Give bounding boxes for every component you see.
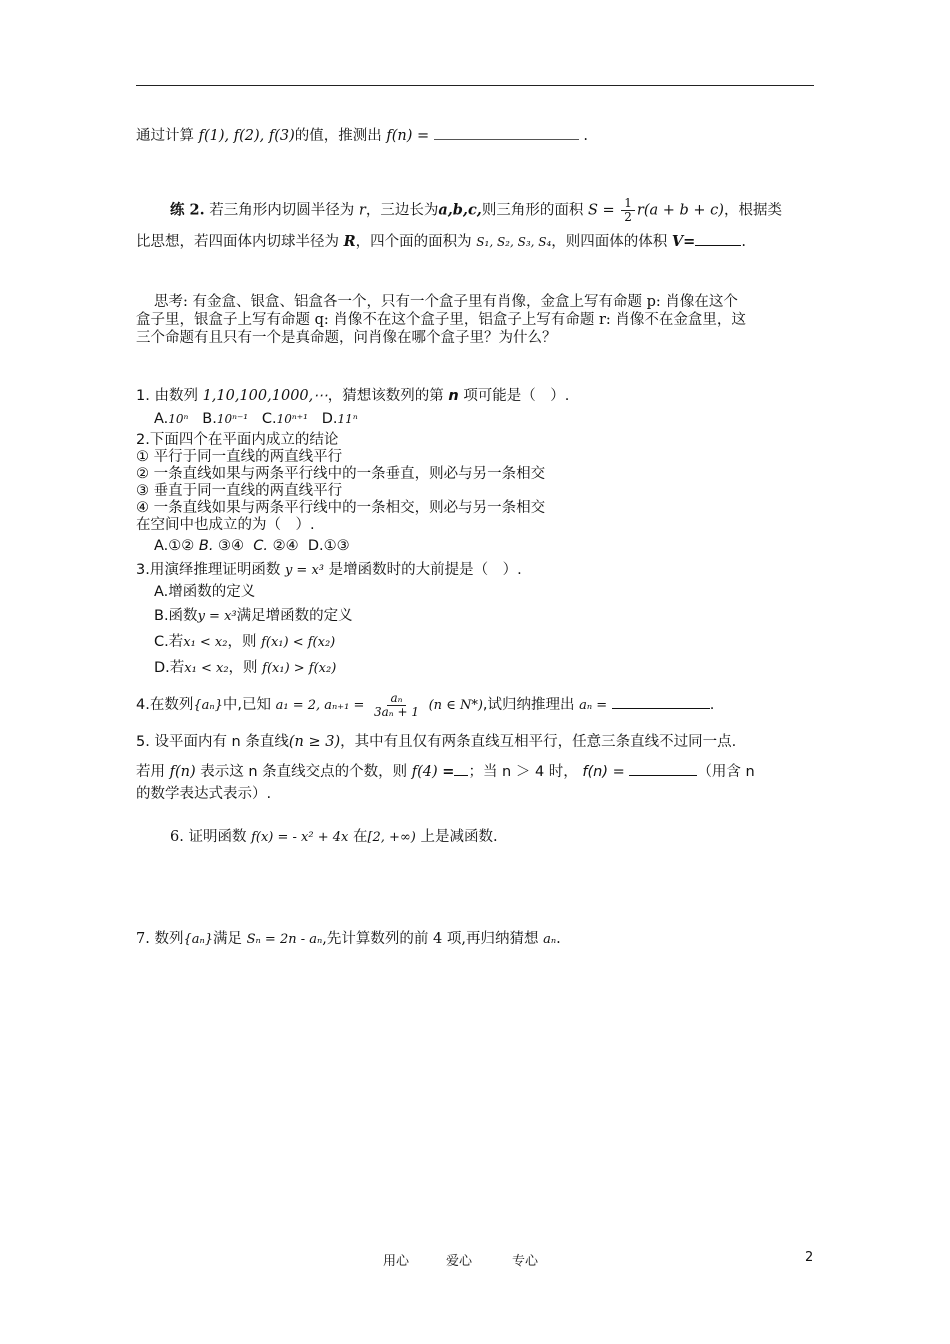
ex2-faces: S₁, S₂, S₃, S₄ [476,235,552,249]
q7-line [136,931,816,948]
ex2-line1 [170,197,816,224]
ex2-end: . [741,234,746,250]
q3-opt-a: A.增函数的定义 [154,584,256,600]
ex2-line2 [136,233,816,251]
q4-stem-c: ,试归纳推理出 [482,697,575,713]
q2-s1: ① 平行于同一直线的两直线平行 [136,449,343,465]
q4-answer-blank[interactable] [612,696,710,709]
q3-stem-b: 是增函数时的大前提是（ ）. [328,562,522,578]
q1-opt-c-label: C. [261,411,277,427]
q1-n: n [448,388,459,404]
ex2-R: R [343,233,356,250]
header-rule [136,85,814,86]
q2-stem: 2.下面四个在平面内成立的结论 [136,432,339,448]
q3-c-a: C.若 [154,634,184,650]
q3-stem-a: 3.用演绎推理证明函数 [136,562,281,578]
q6-a: 6. 证明函数 [170,829,247,845]
q1-opt-b-val: 10ⁿ⁻¹ [216,412,249,426]
q5-cond: (n ≥ 3) [288,734,341,750]
q1-stem-b: ，猜想该数列的第 [327,388,444,404]
q4-end: . [709,697,715,713]
ex2-V: V= [671,233,696,250]
q3-stem [136,562,816,579]
q1-stem [136,388,816,405]
q1-opt-d-label: D. [321,411,338,427]
half-num: 1 [621,197,635,211]
q2-s2: ② 一条直线如果与两条平行线中的一条垂直，则必与另一条相交 [136,466,546,482]
ex2-text7: ，则四面体的体积 [551,234,668,250]
q5-fn2: f(n) [582,764,609,780]
q2-tail: 在空间中也成立的为（ ）. [136,517,315,533]
q7-seq: {aₙ} [183,932,214,947]
q5-fn-blank[interactable] [629,763,697,776]
page-number: 2 [805,1250,814,1265]
volume-blank[interactable] [695,233,741,246]
calc-end: . [583,128,588,144]
q1-opt-b-label: B. [202,411,217,427]
think-line2: 盒子里，银盒子上写有命题 q: 肖像不在这个盒子里，铝盒子上写有命题 r: 肖像不在金盒里，这 [136,312,746,328]
ex2-half-fraction [621,197,635,224]
q5-line1-a: 5. 设平面内有 n 条直线 [136,734,289,750]
calc-fn: f(n) = [386,128,430,144]
q5-eq2: = [612,764,625,780]
q4-an: aₙ = [579,698,608,713]
calc-line [136,127,816,145]
half-den: 2 [624,210,632,224]
q3-d-a: D.若 [154,660,185,676]
q1-stem-a: 1. 由数列 [136,388,198,404]
q3-d-b: ，则 [228,660,258,676]
q6-interval: [2, +∞) [367,830,416,845]
ex2-text3: 则三角形的面积 [481,202,584,219]
q1-opt-a-label: A. [154,411,169,427]
q7-b: 满足 [213,931,243,947]
q1-stem-c: 项可能是（ ）. [463,388,570,404]
q4-den: 3aₙ + 1 [374,704,419,719]
q5-eq: = [442,764,455,780]
q1-seq: 1,10,100,1000,⋯ [202,388,328,404]
ex2-text6: ，四个面的面积为 [355,234,472,250]
ex2-abc: a,b,c, [438,201,482,219]
footer-motto-1: 用心 [383,1254,410,1269]
q7-c: ,先计算数列的前 4 项,再归纳猜想 [322,931,539,947]
calc-prefix: 通过计算 [136,128,194,144]
q4-fraction [371,692,422,719]
q7-end: . [556,931,561,947]
q6-line [170,829,810,846]
ex2-text4: ，根据类 [723,202,782,219]
q6-fx: f(x) = - x² + 4x [251,830,349,845]
ex2-text2: ，三边长为 [365,202,439,219]
calc-expr: f(1), f(2), f(3) [198,128,295,144]
q3-c-cond: x₁ < x₂ [183,635,228,650]
q5-line1-b: ，其中有且仅有两条直线互相平行，任意三条直线不过同一点. [340,734,737,750]
q7-a: 7. 数列 [136,931,184,947]
q3-opt-c [154,634,834,651]
q3-d-cond: x₁ < x₂ [184,661,229,676]
ex2-s-lhs: S = [587,202,615,219]
q3-opt-d [154,660,834,677]
q4-stem-a: 4.在数列 [136,697,194,713]
footer-motto-2: 爱心 [446,1254,473,1269]
q3-b-fx: y = x³ [197,609,237,624]
q1-options [154,411,834,428]
q3-b-a: B.函数 [154,608,198,624]
q6-c: 上是减函数. [420,829,498,845]
think-line3: 三个命题有且只有一个是真命题，问肖像在哪个盒子里？为什么？ [136,330,557,346]
q3-b-b: 满足增函数的定义 [236,608,353,624]
q2-opt-a: A.①② [154,538,195,554]
q2-opt-c: C. ②④ [253,538,299,554]
q2-opt-b: B. ③④ [198,538,245,554]
q5-f4: f(4) [411,764,438,780]
ex2-label: 练 2. [170,201,205,219]
q4-num: aₙ [387,692,405,706]
q1-opt-c-val: 10ⁿ⁺¹ [276,412,308,426]
q2-s4: ④ 一条直线如果与两条平行线中的一条相交，则必与另一条相交 [136,500,546,516]
q5-line3: 的数学表达式表示）. [136,786,272,802]
calc-mid: 的值，推测出 [294,128,382,144]
q2-opt-d: D.①③ [307,538,350,554]
ex2-text1: 若三角形内切圆半径为 [209,202,355,219]
q5-line2 [136,763,816,781]
q3-fx: y = x³ [284,563,324,578]
q3-c-res: f(x₁) < f(x₂) [261,635,336,650]
ex2-s-rhs: r(a + b + c) [636,202,724,219]
q4-seq: {aₙ} [193,698,223,713]
q6-b: 在 [352,829,368,845]
q5-line1 [136,734,816,751]
ex2-text5: 比思想，若四面体内切球半径为 [136,234,339,250]
q2-options [154,538,834,555]
ex2-r: r [358,202,366,219]
answer-blank[interactable] [434,127,579,140]
q5-f4-blank[interactable] [454,763,468,776]
q4-domain: (n ∈ N*) [428,698,483,713]
q5-line2-a: 若用 [136,764,165,780]
q2-s3: ③ 垂直于同一直线的两直线平行 [136,483,343,499]
q7-cond: Sₙ = 2n - aₙ [246,932,323,947]
q5-line2-b: 表示这 n 条直线交点的个数，则 [200,764,408,780]
q1-opt-d-val: 11ⁿ [337,412,358,426]
q5-line2-c: ；当 n ＞ 4 时， [468,764,578,780]
q4-cond: a₁ = 2, aₙ₊₁ = [275,698,365,713]
q3-d-res: f(x₁) > f(x₂) [262,661,337,676]
q4-line [136,690,816,721]
q1-opt-a-val: 10ⁿ [168,412,189,426]
footer-motto-3: 专心 [512,1254,539,1269]
q4-stem-b: 中,已知 [222,697,272,713]
q3-opt-b [154,608,834,625]
q7-an: aₙ [543,932,557,947]
q5-line2-d: （用含 n [697,764,755,780]
q3-c-b: ，则 [227,634,257,650]
think-line1: 思考: 有金盒、银盒、铝盒各一个，只有一个盒子里有肖像，金盒上写有命题 p: 肖像在这个 [154,294,738,310]
q5-fn: f(n) [169,764,196,780]
